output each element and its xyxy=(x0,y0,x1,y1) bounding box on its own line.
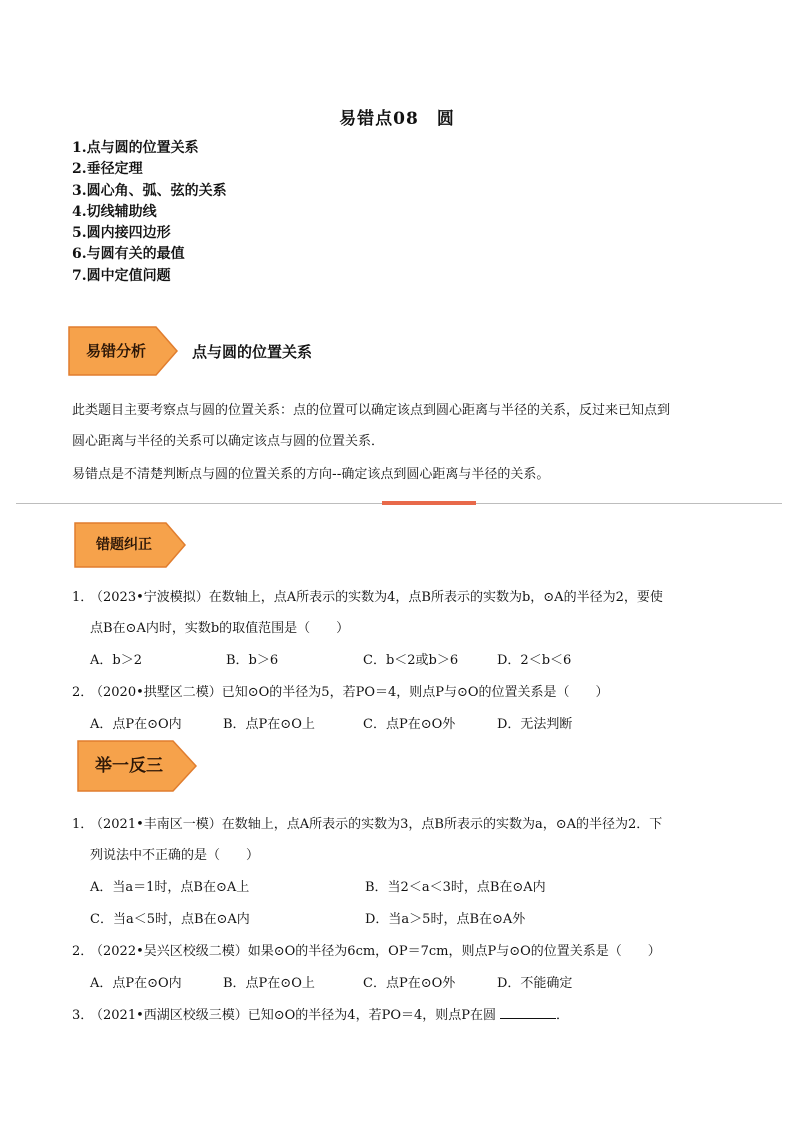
option-c: C．当a＜5时，点B在⊙A内 xyxy=(90,912,250,927)
question-text: （2020•拱墅区二模）已知⊙O的半径为5，若PO＝4，则点P与⊙O的位置关系是（ ） xyxy=(90,685,609,700)
question-number: 3． xyxy=(72,1008,94,1023)
option-c: C．点P在⊙O外 xyxy=(363,717,456,732)
question-tail: ． xyxy=(556,1008,570,1023)
question-line xyxy=(72,813,662,832)
toc-item: 3.圆心角、弧、弦的关系 xyxy=(72,182,227,199)
correction-banner xyxy=(74,522,186,568)
analysis-paragraph-line: 圆心距离与半径的关系可以确定该点与圆的位置关系． xyxy=(72,434,385,449)
question-number: 1． xyxy=(72,817,94,832)
question-number: 2． xyxy=(72,944,94,959)
option-a: A．点P在⊙O内 xyxy=(90,717,182,732)
option-b: B．当2＜a＜3时，点B在⊙A内 xyxy=(365,880,546,895)
question-number: 1． xyxy=(72,590,94,605)
option-a: A．点P在⊙O内 xyxy=(90,976,182,991)
toc-item: 4.切线辅助线 xyxy=(72,203,157,220)
question-text: （2021•西湖区校级三模）已知⊙O的半径为4，若PO＝4，则点P在圆 xyxy=(90,1008,496,1023)
question-number: 2． xyxy=(72,685,94,700)
toc-item: 5.圆内接四边形 xyxy=(72,225,171,242)
banner-label: 错题纠正 xyxy=(96,537,152,553)
error-analysis-banner xyxy=(68,326,178,376)
divider-accent xyxy=(382,501,476,505)
option-a: A．b＞2 xyxy=(90,653,142,668)
question-line: 列说法中不正确的是（ ） xyxy=(90,848,260,863)
answer-blank[interactable] xyxy=(500,1006,556,1019)
question-line xyxy=(72,586,663,605)
toc-item: 1.点与圆的位置关系 xyxy=(72,140,199,156)
banner-label: 举一反三 xyxy=(95,756,163,776)
question-text: （2023•宁波模拟）在数轴上，点A所表示的实数为4，点B所表示的实数为b，⊙A的半径为2，要使 xyxy=(90,590,663,605)
toc-item: 2.垂径定理 xyxy=(72,161,143,178)
table-of-contents xyxy=(72,138,227,287)
toc-item: 6.与圆有关的最值 xyxy=(72,246,185,263)
banner-label: 易错分析 xyxy=(85,342,146,360)
option-a: A．当a＝1时，点B在⊙A上 xyxy=(90,880,250,895)
option-b: B．b＞6 xyxy=(226,653,279,668)
question-text: （2022•吴兴区校级二模）如果⊙O的半径为6cm，OP＝7cm，则点P与⊙O的位置关系是（ ） xyxy=(90,944,661,959)
toc-item: 7.圆中定值问题 xyxy=(72,267,171,284)
option-d: D．2＜b＜6 xyxy=(497,653,572,668)
question-line xyxy=(72,1004,569,1023)
option-d: D．不能确定 xyxy=(497,976,573,991)
option-c: C．点P在⊙O外 xyxy=(363,976,456,991)
question-line xyxy=(72,681,609,700)
question-line: 点B在⊙A内时，实数b的取值范围是（ ） xyxy=(90,621,350,636)
practice-banner xyxy=(77,740,197,792)
document-title: 易错点08 圆 xyxy=(339,109,455,129)
option-b: B．点P在⊙O上 xyxy=(223,976,315,991)
option-c: C．b＜2或b＞6 xyxy=(363,653,459,668)
section-subtitle: 点与圆的位置关系 xyxy=(192,343,313,361)
analysis-paragraph-line: 此类题目主要考察点与圆的位置关系：点的位置可以确定该点到圆心距离与半径的关系，反过来已知点到 xyxy=(72,403,671,418)
option-d: D．无法判断 xyxy=(497,717,573,732)
option-d: D．当a＞5时，点B在⊙A外 xyxy=(365,912,526,927)
analysis-paragraph-line: 易错点是不清楚判断点与圆的位置关系的方向--确定该点到圆心距离与半径的关系。 xyxy=(72,467,550,482)
option-b: B．点P在⊙O上 xyxy=(223,717,315,732)
question-text: （2021•丰南区一模）在数轴上，点A所表示的实数为3，点B所表示的实数为a，⊙A的半径为2．下 xyxy=(90,817,663,832)
question-line xyxy=(72,940,661,959)
